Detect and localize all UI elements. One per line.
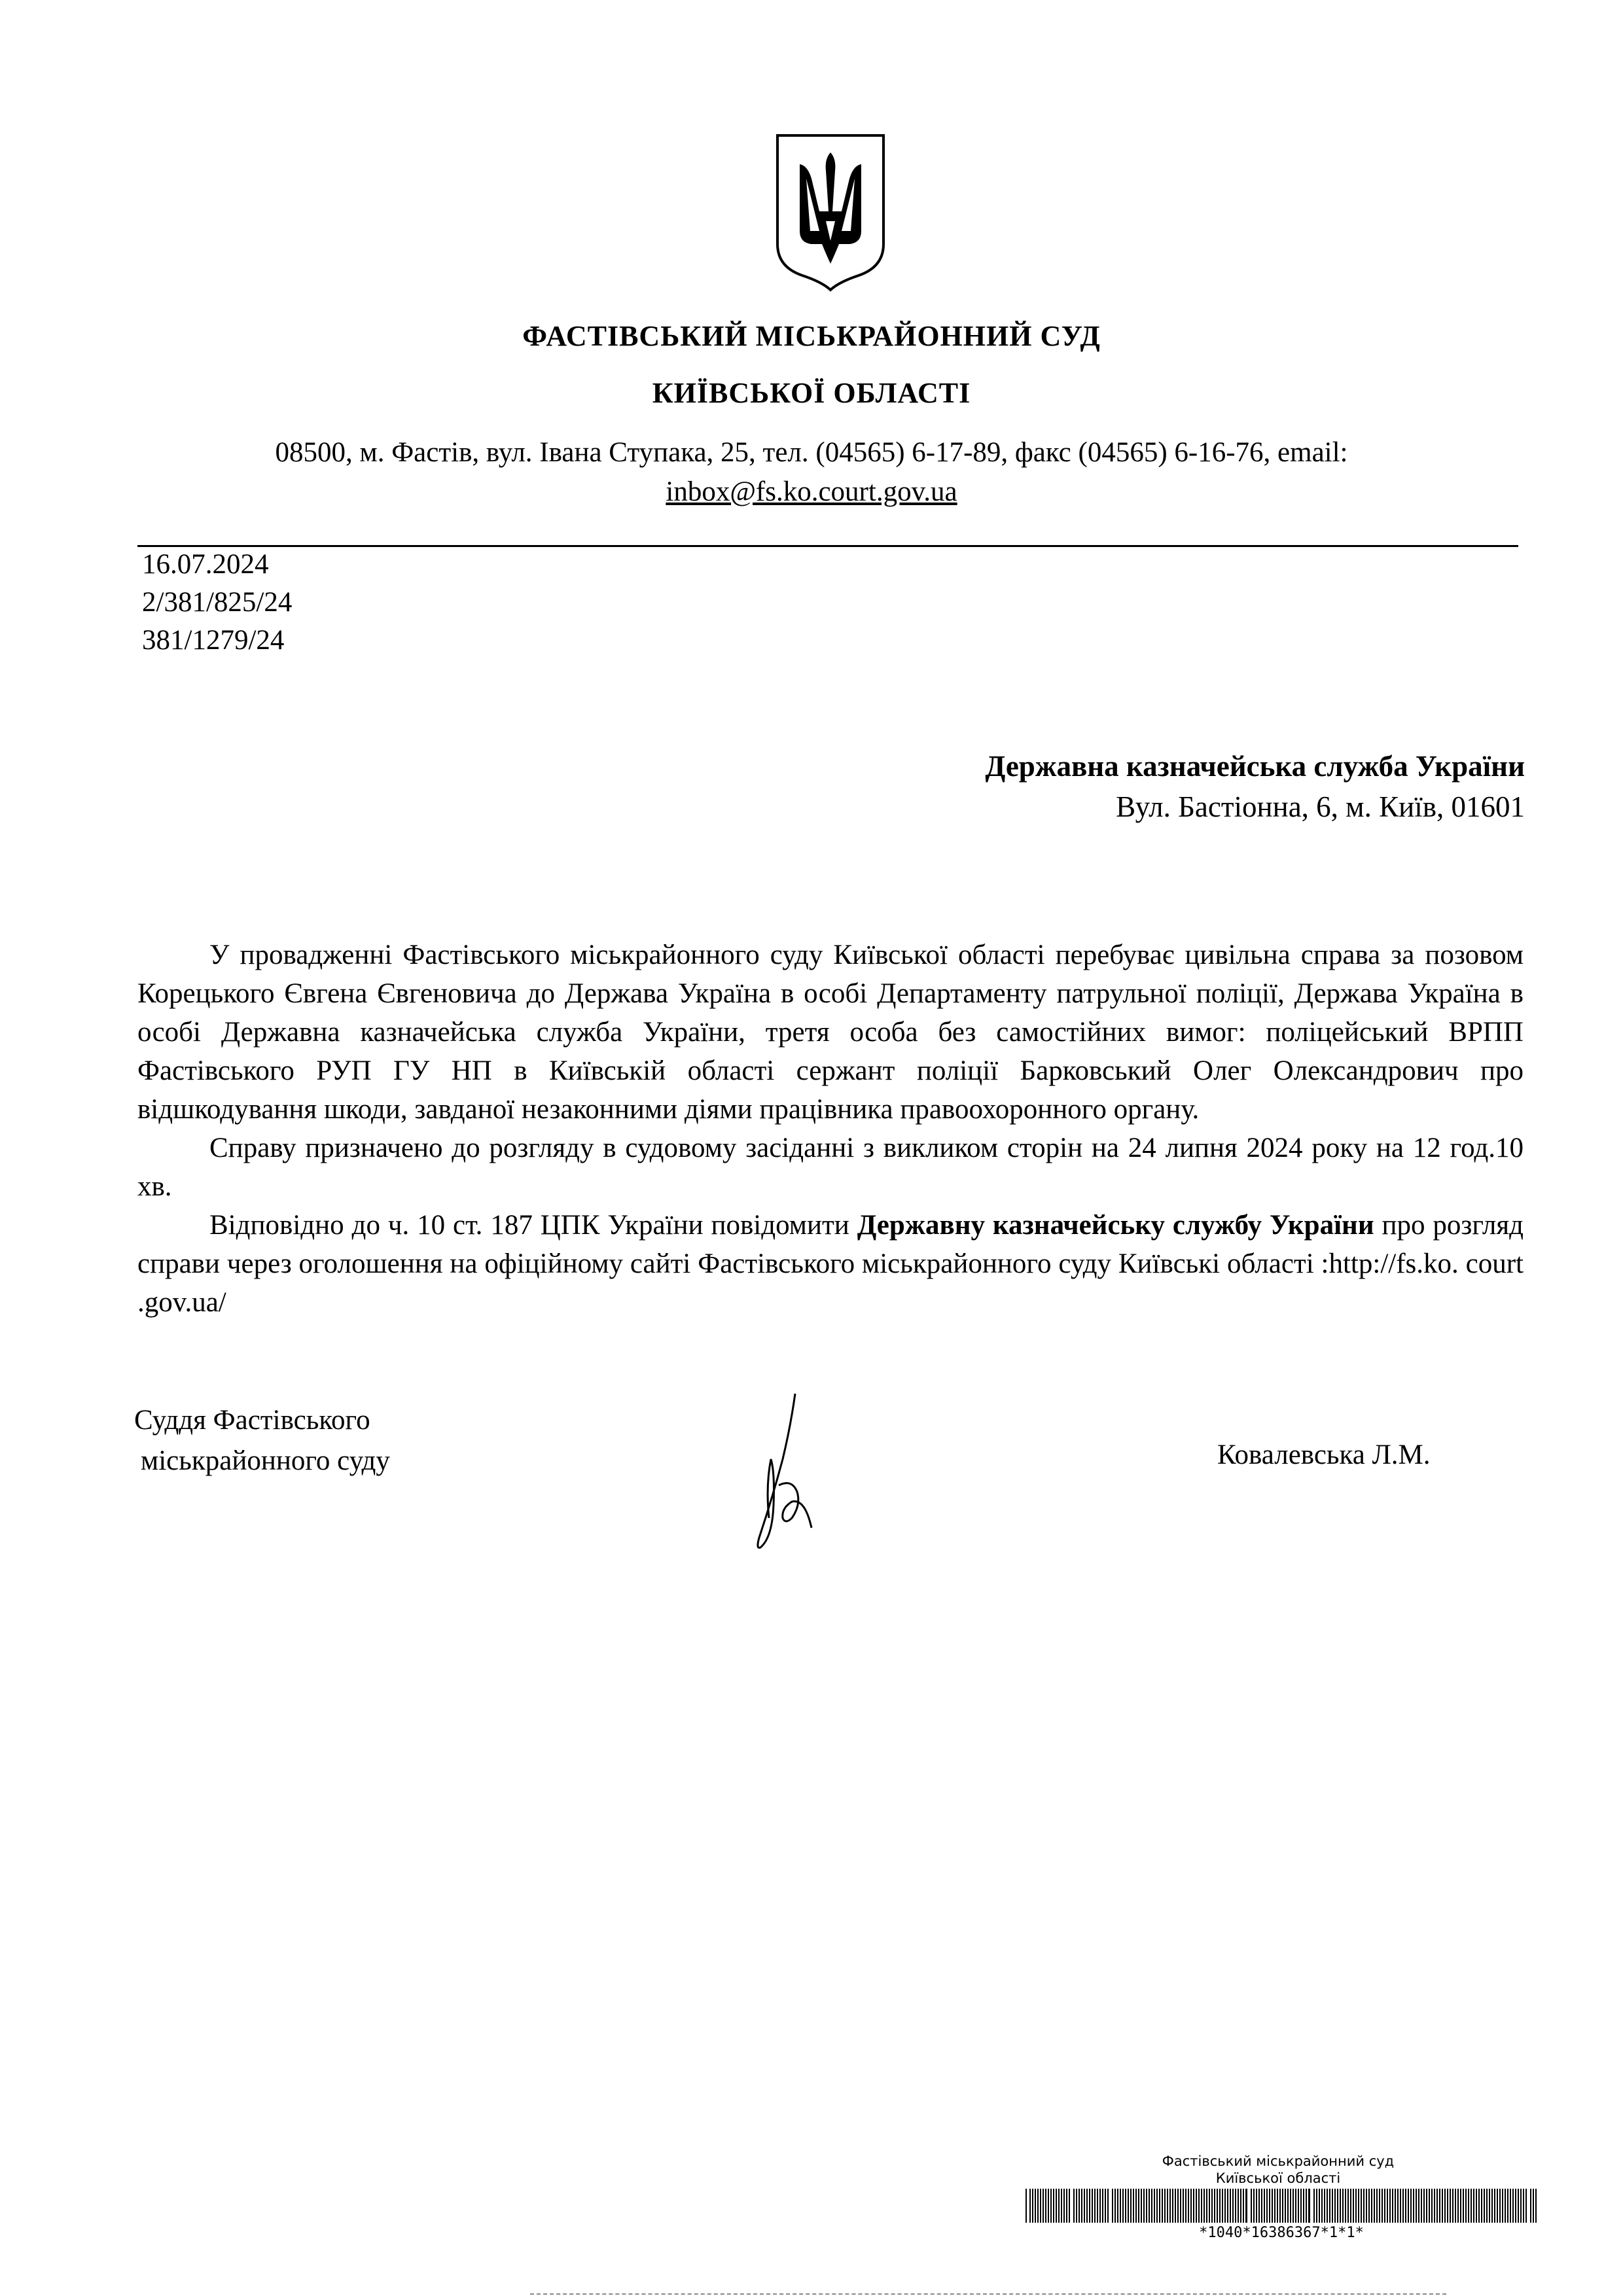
court-email-link[interactable]: inbox@fs.ko.court.gov.ua <box>666 476 957 507</box>
stamp-line2: Київської області <box>1215 2170 1341 2186</box>
recipient-block <box>985 746 1525 827</box>
body-paragraph-3-start: Відповідно до ч. 10 ст. 187 ЦПК України повідомити <box>209 1210 857 1241</box>
stamp-line1: Фастівський міськрайонний суд <box>1162 2153 1395 2169</box>
recipient-name: Державна казначейська служба України <box>985 750 1525 783</box>
court-name-line1: ФАСТІВСЬКИЙ МІСЬКРАЙОННИЙ СУД <box>522 320 1101 352</box>
body-paragraph-3 <box>137 1206 1524 1322</box>
body-paragraph-3-bold: Державну казначейську службу України <box>857 1210 1374 1241</box>
court-contacts: 08500, м. Фастів, вул. Івана Ступака, 25, тел. (04565) 6-17-89, факс (04565) 6-16-76, email: <box>275 437 1348 468</box>
recipient-address: Вул. Бастіонна, 6, м. Київ, 01601 <box>1116 790 1525 823</box>
document-date: 16.07.2024 <box>142 549 269 580</box>
header-divider <box>137 545 1518 547</box>
court-name-line2: КИЇВСЬКОЇ ОБЛАСТІ <box>652 377 971 409</box>
barcode-number: *1040*16386367*1*1* <box>1199 2225 1364 2241</box>
judge-name: Ковалевська Л.М. <box>1217 1439 1431 1470</box>
letter-body <box>137 936 1524 1322</box>
body-paragraph-1: У провадженні Фастівського міськрайонного суду Київської області перебуває цивільна справа за позовом Корецького Євгена Євгеновича до Держава Україна в особі Департаменту патрульної поліції, Держава Україна в особі Державна казначейська служба України, третя особа без самостійних вимог: поліцейський ВРПП Фастівського РУП ГУ НП в Київській області сержант поліції Барковський Олег Олександрович про відшкодування шкоди, завданої незаконними діями працівника правоохоронного органу. <box>137 940 1524 1125</box>
judge-position <box>134 1400 390 1481</box>
case-number: 381/1279/24 <box>142 625 285 656</box>
court-address <box>0 433 1623 512</box>
page-bottom-edge <box>530 2293 1446 2296</box>
body-paragraph-2: Справу призначено до розгляду в судовому засіданні з викликом сторін на 24 липня 2024 року на 12 год.10 хв. <box>137 1133 1524 1202</box>
coat-of-arms-icon <box>774 133 887 292</box>
outgoing-number: 2/381/825/24 <box>142 587 293 618</box>
registration-stamp <box>1021 2153 1535 2187</box>
barcode <box>1026 2189 1537 2223</box>
document-references <box>142 546 292 660</box>
judge-position-line2: міськрайонного суду <box>141 1445 390 1476</box>
judge-position-line1: Суддя Фастівського <box>134 1405 370 1436</box>
handwritten-signature <box>720 1387 825 1557</box>
body-paragraph-3-end: про розгляд справи через оголошення на офіційному сайті Фастівського міськрайонного суду Київські області :http://fs.ko. court .gov.ua/ <box>137 1210 1524 1318</box>
